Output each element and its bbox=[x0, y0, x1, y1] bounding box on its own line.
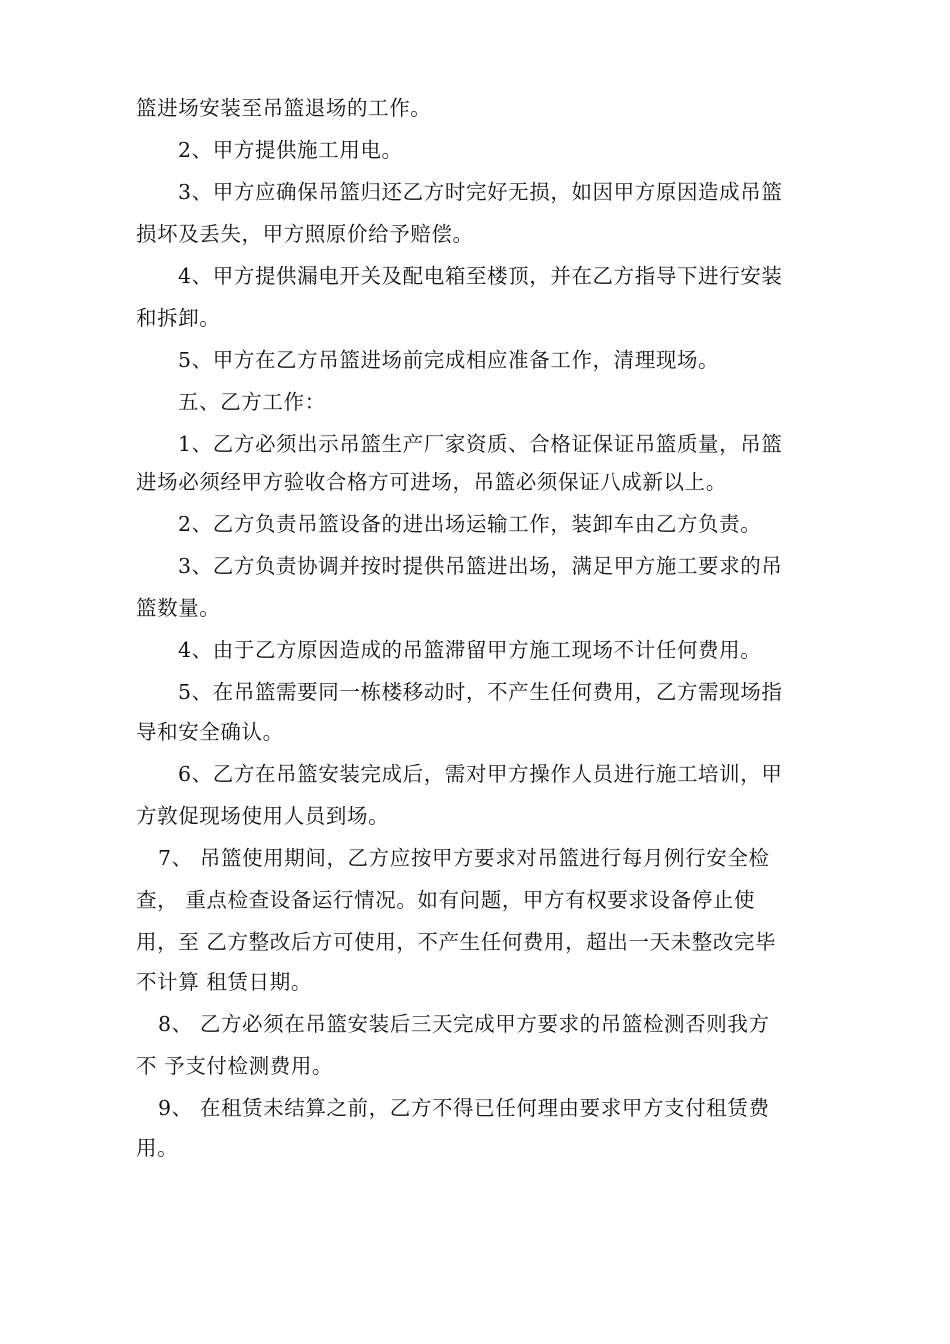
text-line: 查， 重点检查设备运行情况。如有问题，甲方有权要求设备停止使 bbox=[136, 888, 756, 912]
text-line: 8、 乙方必须在吊篮安装后三天完成甲方要求的吊篮检测否则我方 bbox=[158, 1012, 770, 1036]
text-line: 导和安全确认。 bbox=[136, 720, 284, 744]
text-line: 进场必须经甲方验收合格方可进场，吊篮必须保证八成新以上。 bbox=[136, 470, 727, 494]
text-line: 6、乙方在吊篮安装完成后，需对甲方操作人员进行施工培训，甲 bbox=[178, 762, 783, 786]
text-line: 2、甲方提供施工用电。 bbox=[178, 138, 403, 162]
text-line: 3、甲方应确保吊篮归还乙方时完好无损，如因甲方原因造成吊篮 bbox=[178, 180, 783, 204]
text-line: 不计算 租赁日期。 bbox=[136, 970, 312, 994]
text-line: 4、由于乙方原因造成的吊篮滞留甲方施工现场不计任何费用。 bbox=[178, 638, 762, 662]
text-line: 用，至 乙方整改后方可使用，不产生任何费用，超出一天未整改完毕 bbox=[136, 930, 777, 954]
text-line: 4、甲方提供漏电开关及配电箱至楼顶，并在乙方指导下进行安装 bbox=[178, 264, 783, 288]
text-line: 5、在吊篮需要同一栋楼移动时，不产生任何费用，乙方需现场指 bbox=[178, 680, 783, 704]
text-line: 7、 吊篮使用期间，乙方应按甲方要求对吊篮进行每月例行安全检 bbox=[158, 846, 770, 870]
text-line: 篮数量。 bbox=[136, 596, 221, 620]
text-line: 9、 在租赁未结算之前，乙方不得已任何理由要求甲方支付租赁费 bbox=[158, 1096, 770, 1120]
text-line: 5、甲方在乙方吊篮进场前完成相应准备工作，清理现场。 bbox=[178, 348, 720, 372]
text-line: 不 予支付检测费用。 bbox=[136, 1054, 334, 1078]
text-line: 方敦促现场使用人员到场。 bbox=[136, 804, 390, 828]
text-line: 用。 bbox=[136, 1136, 179, 1160]
text-line: 1、乙方必须出示吊篮生产厂家资质、合格证保证吊篮质量，吊篮 bbox=[178, 432, 783, 456]
text-line: 和拆卸。 bbox=[136, 306, 221, 330]
text-line: 3、乙方负责协调并按时提供吊篮进出场，满足甲方施工要求的吊 bbox=[178, 554, 783, 578]
text-line: 2、乙方负责吊篮设备的进出场运输工作，装卸车由乙方负责。 bbox=[178, 512, 762, 536]
section-heading: 五、乙方工作： bbox=[178, 390, 326, 414]
text-line: 损坏及丢失，甲方照原价给予赔偿。 bbox=[136, 222, 474, 246]
text-line: 篮进场安装至吊篮退场的工作。 bbox=[136, 96, 432, 120]
